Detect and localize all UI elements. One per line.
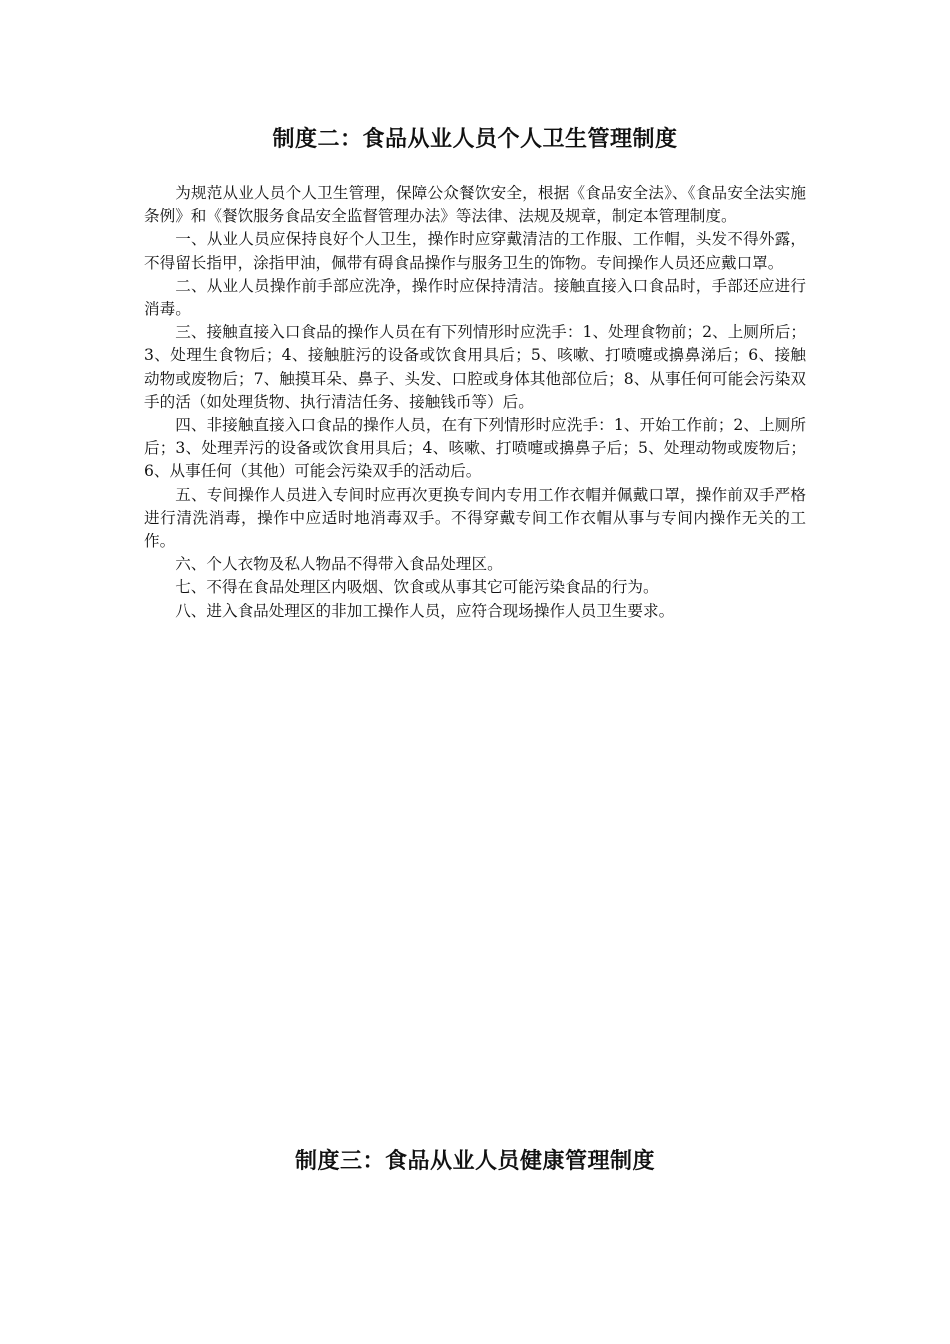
paragraph-item-8: 八、进入食品处理区的非加工操作人员，应符合现场操作人员卫生要求。 — [175, 601, 675, 620]
section-title-hygiene: 制度二：食品从业人员个人卫生管理制度 — [272, 127, 678, 152]
document-body — [144, 182, 806, 623]
paragraph-intro: 为规范从业人员个人卫生管理，保障公众餐饮安全，根据《食品安全法》、《食品安全法实施条例》和《餐饮服务食品安全监督管理办法》等法律、法规及规章，制定本管理制度。 — [144, 184, 806, 226]
paragraph-item-4: 四、非接触直接入口食品的操作人员，在有下列情形时应洗手：1、开始工作前；2、上厕所后；3、处理弄污的设备或饮食用具后；4、咳嗽、打喷嚏或擤鼻子后；5、处理动物或废物后；6、从事任何（其他）可能会污染双手的活动后。 — [144, 416, 806, 481]
paragraph-item-7: 七、不得在食品处理区内吸烟、饮食或从事其它可能污染食品的行为。 — [175, 578, 659, 597]
paragraph-item-6: 六、个人衣物及私人物品不得带入食品处理区。 — [175, 555, 503, 574]
paragraph-item-1: 一、从业人员应保持良好个人卫生，操作时应穿戴清洁的工作服、工作帽，头发不得外露，不得留长指甲，涂指甲油，佩带有碍食品操作与服务卫生的饰物。专间操作人员还应戴口罩。 — [144, 230, 806, 272]
section-title-health: 制度三：食品从业人员健康管理制度 — [294, 1149, 655, 1174]
paragraph-item-5: 五、专间操作人员进入专间时应再次更换专间内专用工作衣帽并佩戴口罩，操作前双手严格进行清洗消毒，操作中应适时地消毒双手。不得穿戴专间工作衣帽从事与专间内操作无关的工作。 — [144, 485, 806, 551]
paragraph-item-2: 二、从业人员操作前手部应洗净，操作时应保持清洁。接触直接入口食品时，手部还应进行消毒。 — [144, 276, 806, 319]
paragraph-item-3: 三、接触直接入口食品的操作人员在有下列情形时应洗手：1、处理食物前；2、上厕所后；3、处理生食物后；4、接触脏污的设备或饮食用具后；5、咳嗽、打喷嚏或擤鼻涕后；6、接触动物或废物后；7、触摸耳朵、鼻子、头发、口腔或身体其他部位后；8、从事任何可能会污染双手的活（如处理货物、执行清洁任务、接触钱币等）后。 — [144, 323, 806, 411]
